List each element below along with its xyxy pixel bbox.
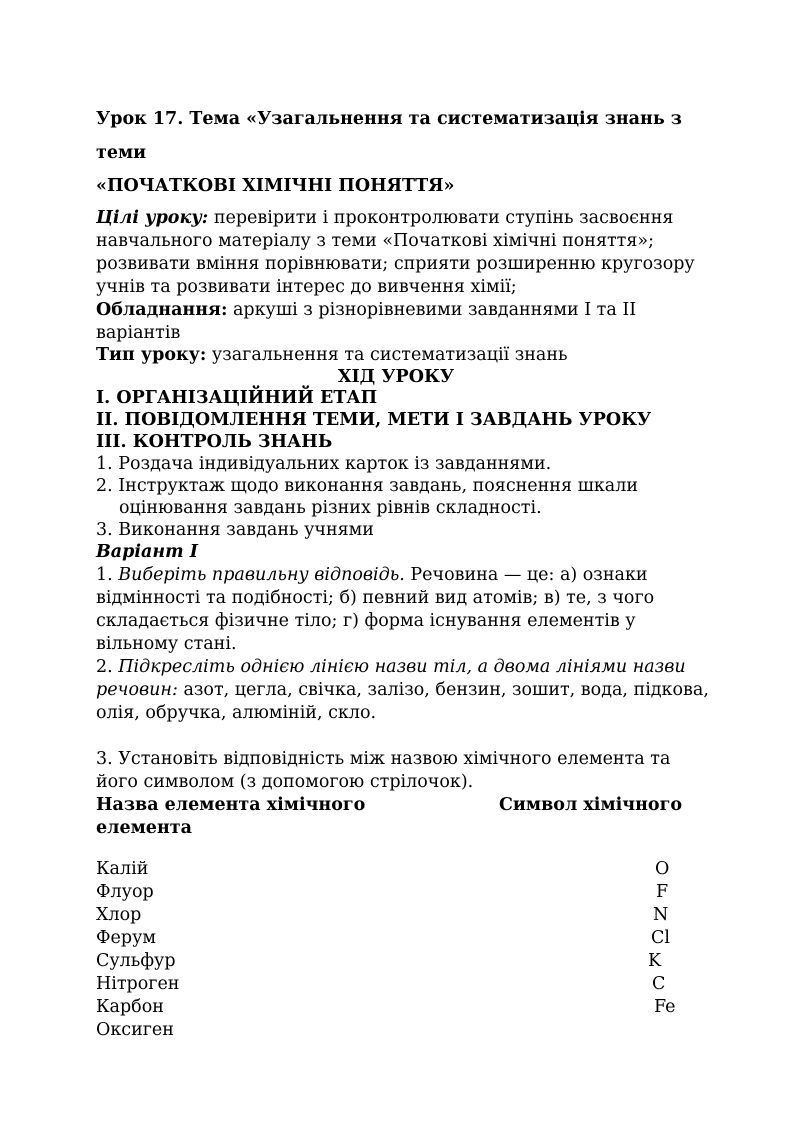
element-name: Карбон — [96, 997, 164, 1017]
element-symbol: F — [656, 882, 669, 902]
course-heading: ХІД УРОКУ — [337, 367, 455, 387]
stage-1: І. ОРГАНІЗАЦІЙНИЙ ЕТАП — [96, 388, 378, 408]
element-symbol: K — [648, 951, 662, 971]
goals-label: Цілі уроку: — [96, 208, 209, 228]
element-symbol: O — [655, 859, 670, 879]
task2-instruction: Підкресліть однією лінією назви тіл, а двома лініями назви — [118, 657, 686, 677]
equipment-text: аркуші з різнорівневими завданнями І та ІІ — [227, 300, 637, 320]
control-item-3: 3. Виконання завдань учнями — [96, 520, 374, 540]
element-symbol: N — [653, 905, 669, 925]
element-name: Калій — [96, 859, 149, 879]
names-column-header: Назва елемента хімічного — [96, 795, 366, 815]
task2-instruction-end: речовин: — [96, 680, 178, 700]
goals-line4: учнів та розвивати інтерес до вивчення хімії; — [96, 277, 517, 297]
goals-line2: навчального матеріалу з теми «Початкові хімічні поняття»; — [96, 231, 654, 251]
task2-line2 — [96, 679, 709, 702]
element-name: Сульфур — [96, 951, 176, 971]
stage-3: ІІІ. КОНТРОЛЬ ЗНАНЬ — [96, 432, 333, 452]
lesson-title-line2: теми — [96, 143, 147, 163]
element-symbol: C — [652, 974, 666, 994]
variant-label: Варіант І — [96, 542, 198, 562]
names-column-header-line2: елемента — [96, 818, 192, 838]
task1-line2: відмінності та подібності; б) певний вид атомів; в) те, з чого — [96, 588, 655, 608]
goals-text-1: перевірити і проконтролювати ступінь засвоєння — [208, 208, 674, 228]
element-name: Флуор — [96, 882, 154, 902]
equipment-line1 — [96, 299, 636, 322]
task2-number: 2. — [96, 657, 119, 677]
element-name: Ферум — [96, 928, 156, 948]
lesson-type — [96, 344, 568, 367]
control-item-2-line2: оцінювання завдань різних рівнів складності. — [119, 498, 542, 518]
element-name: Оксиген — [96, 1020, 174, 1040]
stage-2: ІІ. ПОВІДОМЛЕННЯ ТЕМИ, МЕТИ І ЗАВДАНЬ УРОКУ — [96, 410, 652, 430]
task1-instruction: Виберіть правильну відповідь. — [118, 565, 405, 585]
lesson-type-text: узагальнення та систематизації знань — [206, 345, 568, 365]
element-symbol: Cl — [651, 928, 670, 948]
task1-line3: складається фізичне тіло; г) форма існування елементів у — [96, 611, 636, 631]
task2-text: азот, цегла, свічка, залізо, бензин, зошит, вода, підкова, — [177, 680, 709, 700]
lesson-topic: «ПОЧАТКОВІ ХІМІЧНІ ПОНЯТТЯ» — [96, 176, 455, 196]
goals-line3: розвивати вміння порівнювати; сприяти розширенню кругозору — [96, 254, 695, 274]
task1-number: 1. — [96, 565, 119, 585]
task1-text-1: Речовина — це: а) ознаки — [404, 565, 648, 585]
element-symbol: Fe — [654, 997, 676, 1017]
control-item-1: 1. Роздача індивідуальних карток із завданнями. — [96, 454, 552, 474]
equipment-label: Обладнання: — [96, 300, 228, 320]
lesson-title-line1: Урок 17. Тема «Узагальнення та систематизація знань з — [96, 109, 682, 129]
task1-line4: вільному стані. — [96, 634, 237, 654]
control-item-2-line1: 2. Інструктаж щодо виконання завдань, пояснення шкали — [96, 476, 638, 496]
task1-line1 — [96, 564, 648, 587]
symbols-column-header: Символ хімічного — [499, 795, 682, 815]
equipment-line2: варіантів — [96, 323, 181, 343]
lesson-type-label: Тип уроку: — [96, 345, 207, 365]
element-name: Хлор — [96, 905, 142, 925]
element-name: Нітроген — [96, 974, 180, 994]
task3-line1: 3. Установіть відповідність між назвою хімічного елемента та — [96, 749, 671, 769]
task2-line3: олія, обручка, алюміній, скло. — [96, 703, 377, 723]
task3-line2: його символом (з допомогою стрілочок). — [96, 772, 474, 792]
task2-line1 — [96, 656, 686, 679]
goals-line1 — [96, 207, 673, 230]
